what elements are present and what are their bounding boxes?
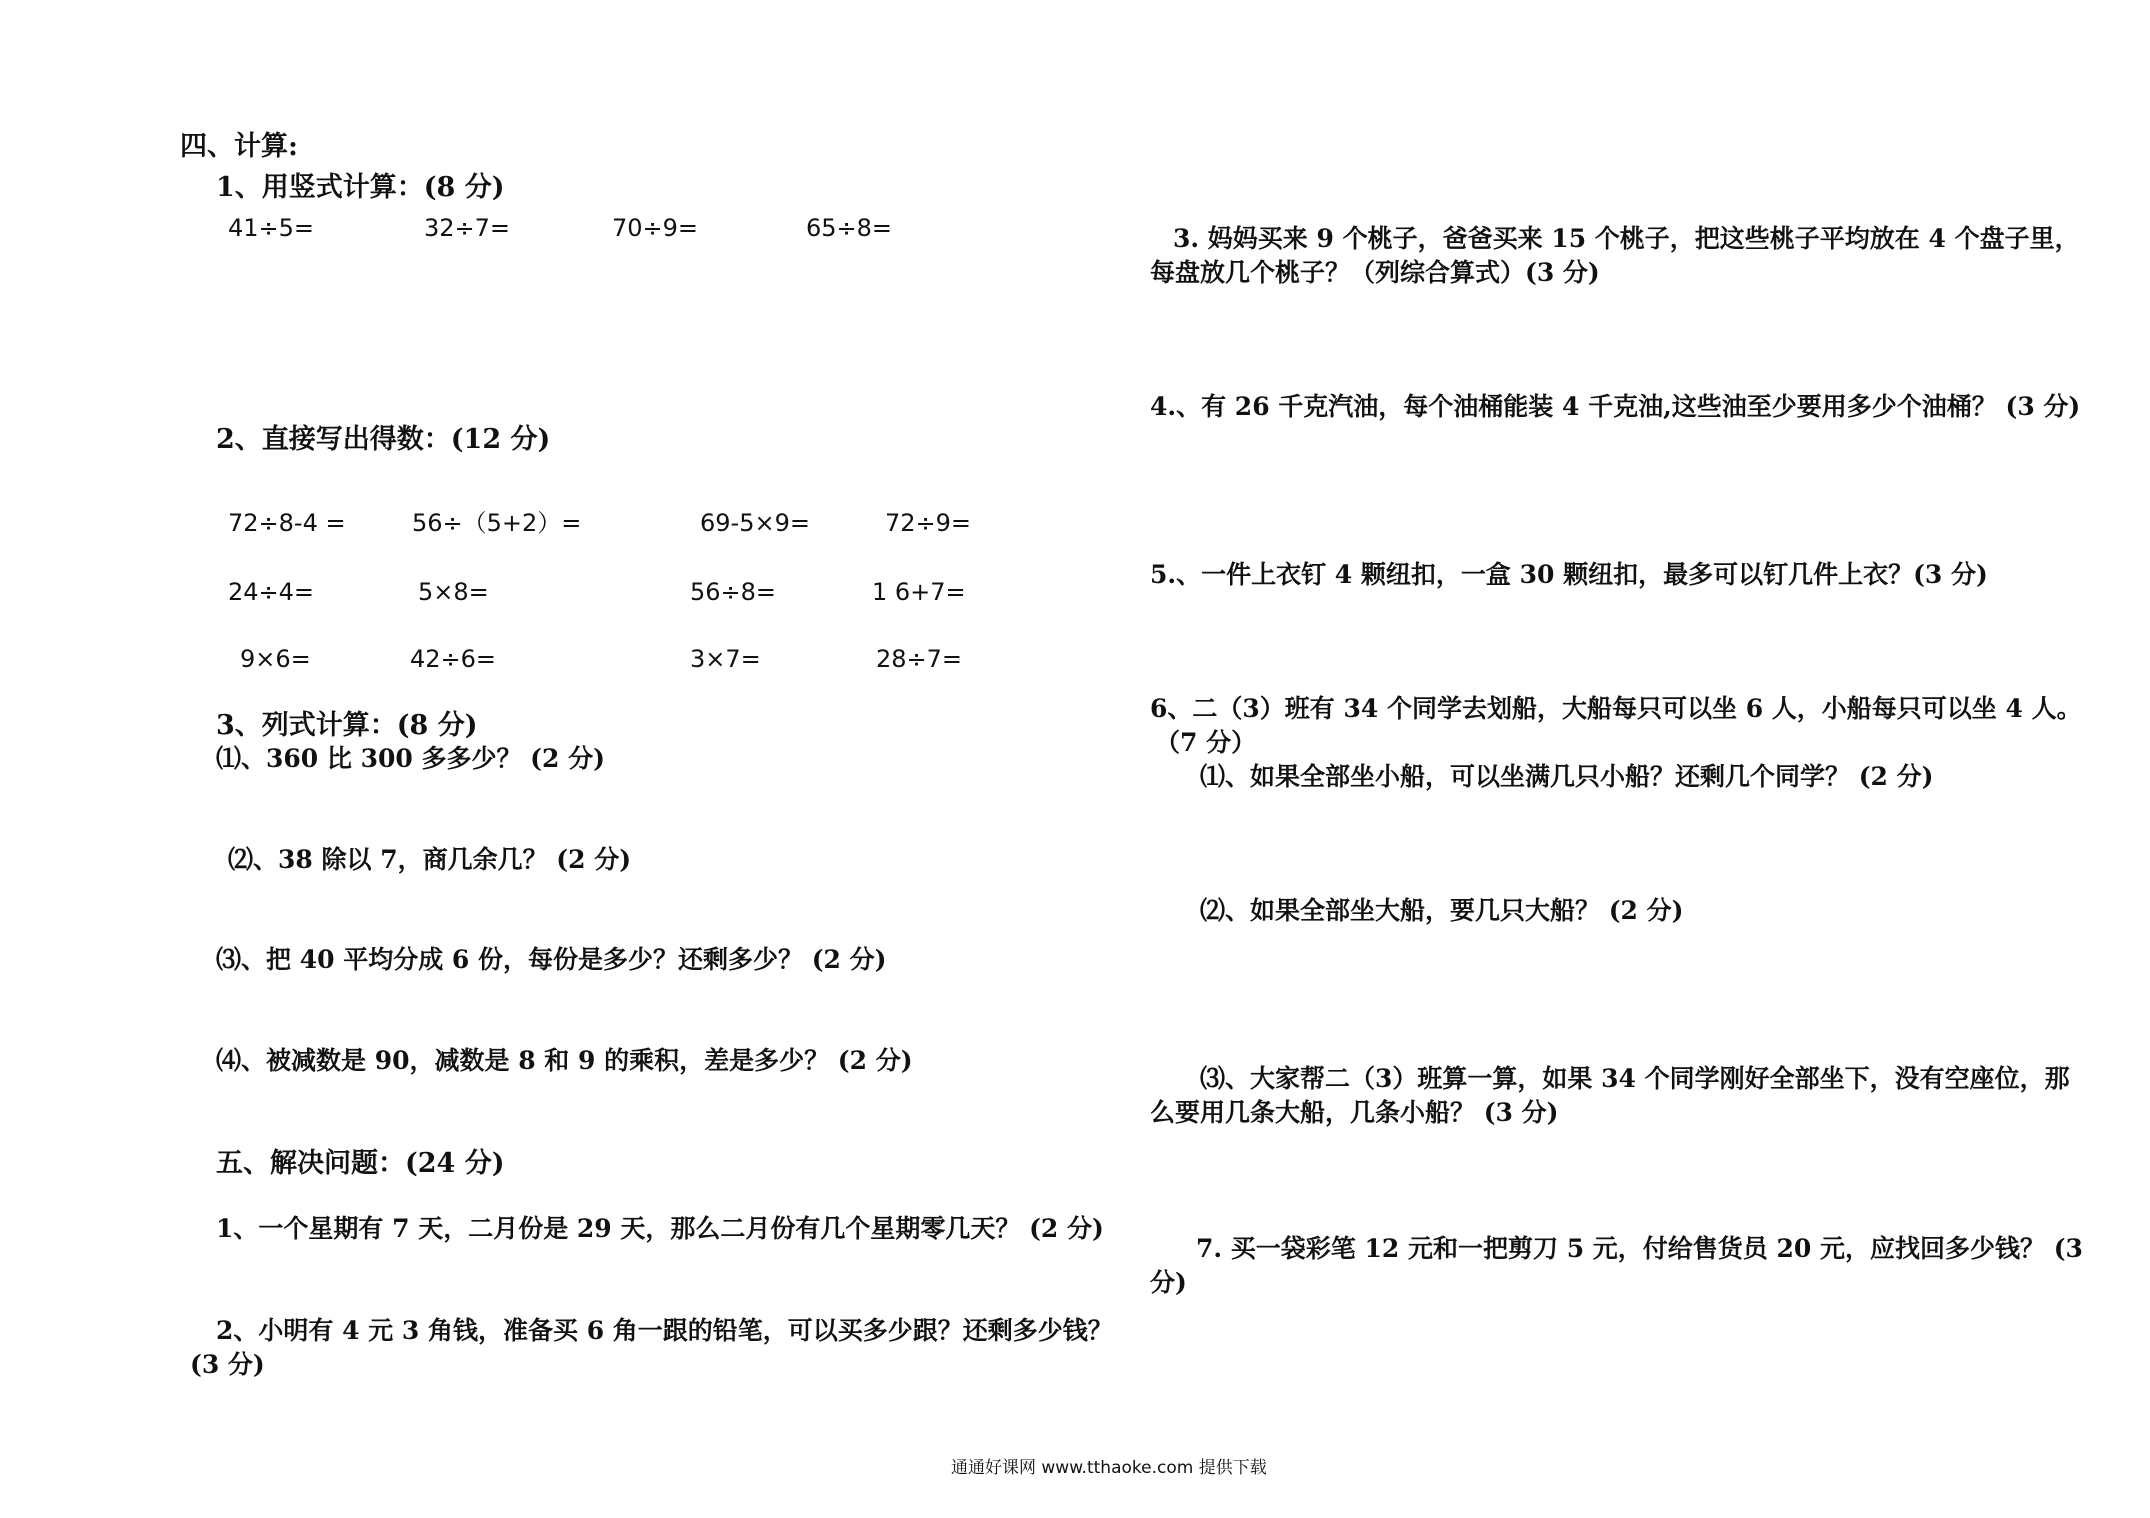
- problem-4: 4.、有 26 千克汽油，每个油桶能装 4 千克油,这些油至少要用多少个油桶？ (3 分): [1150, 392, 2081, 421]
- oral-calc-item: 72÷8-4 =: [228, 509, 346, 537]
- problem-2-line2: (3 分): [190, 1350, 265, 1379]
- part1-title: 1、用竖式计算：(8 分): [216, 172, 505, 203]
- oral-calc-item: 1 6+7=: [872, 578, 966, 606]
- part2-title: 2、直接写出得数：(12 分): [216, 424, 551, 455]
- oral-calc-item: 28÷7=: [876, 645, 963, 673]
- footer-watermark: 通通好课网 www.tthaoke.com 提供下载: [951, 1458, 1267, 1478]
- problem-6-sub-b: ⑵、如果全部坐大船，要几只大船？ (2 分): [1200, 896, 1684, 925]
- word-calc-item: ⑵、38 除以 7，商几余几？ (2 分): [228, 845, 632, 874]
- problem-2-line1: 2、小明有 4 元 3 角钱，准备买 6 角一跟的铅笔，可以买多少跟？还剩多少钱？: [216, 1316, 1113, 1345]
- word-calc-item: ⑷、被减数是 90，减数是 8 和 9 的乘积，差是多少？ (2 分): [216, 1046, 913, 1075]
- problem-7-line1: 7. 买一袋彩笔 12 元和一把剪刀 5 元，付给售货员 20 元，应找回多少钱？ (3: [1196, 1234, 2083, 1263]
- problem-5: 5.、一件上衣钉 4 颗纽扣，一盒 30 颗纽扣，最多可以钉几件上衣？(3 分): [1150, 560, 1988, 589]
- vertical-calc-item: 41÷5=: [228, 214, 315, 242]
- section5-title: 五、解决问题：(24 分): [216, 1148, 505, 1179]
- problem-6-sub-c-line1: ⑶、大家帮二（3）班算一算，如果 34 个同学刚好全部坐下，没有空座位，那: [1200, 1064, 2070, 1093]
- oral-calc-item: 42÷6=: [410, 645, 497, 673]
- oral-calc-item: 56÷（5+2）=: [412, 509, 582, 537]
- problem-6-sub-c-line2: 么要用几条大船，几条小船？ (3 分): [1150, 1098, 1559, 1127]
- oral-calc-item: 5×8=: [418, 578, 489, 606]
- vertical-calc-item: 32÷7=: [424, 214, 511, 242]
- oral-calc-item: 3×7=: [690, 645, 761, 673]
- vertical-calc-item: 65÷8=: [806, 214, 893, 242]
- vertical-calc-item: 70÷9=: [612, 214, 699, 242]
- oral-calc-item: 24÷4=: [228, 578, 315, 606]
- problem-1: 1、一个星期有 7 天，二月份是 29 天，那么二月份有几个星期零几天？ (2 分): [216, 1214, 1104, 1243]
- oral-calc-item: 69-5×9=: [700, 509, 810, 537]
- problem-7-line2: 分): [1150, 1268, 1187, 1297]
- word-calc-item: ⑶、把 40 平均分成 6 份，每份是多少？还剩多少？ (2 分): [216, 945, 887, 974]
- oral-calc-item: 56÷8=: [690, 578, 777, 606]
- word-calc-item: ⑴、360 比 300 多多少？ (2 分): [216, 744, 605, 773]
- part3-title: 3、列式计算：(8 分): [216, 710, 478, 741]
- problem-3-line1: 3. 妈妈买来 9 个桃子，爸爸买来 15 个桃子，把这些桃子平均放在 4 个盘子里，: [1173, 224, 2080, 253]
- section4-title: 四、计算:: [180, 131, 298, 162]
- problem-6-line1: 6、二（3）班有 34 个同学去划船，大船每只可以坐 6 人，小船每只可以坐 4 人。: [1150, 694, 2082, 723]
- problem-6-line2: （7 分）: [1155, 728, 1257, 757]
- problem-6-sub-a: ⑴、如果全部坐小船，可以坐满几只小船？还剩几个同学？ (2 分): [1200, 762, 1934, 791]
- problem-3-line2: 每盘放几个桃子？（列综合算式）(3 分): [1150, 258, 1600, 287]
- oral-calc-item: 72÷9=: [885, 509, 972, 537]
- oral-calc-item: 9×6=: [240, 645, 311, 673]
